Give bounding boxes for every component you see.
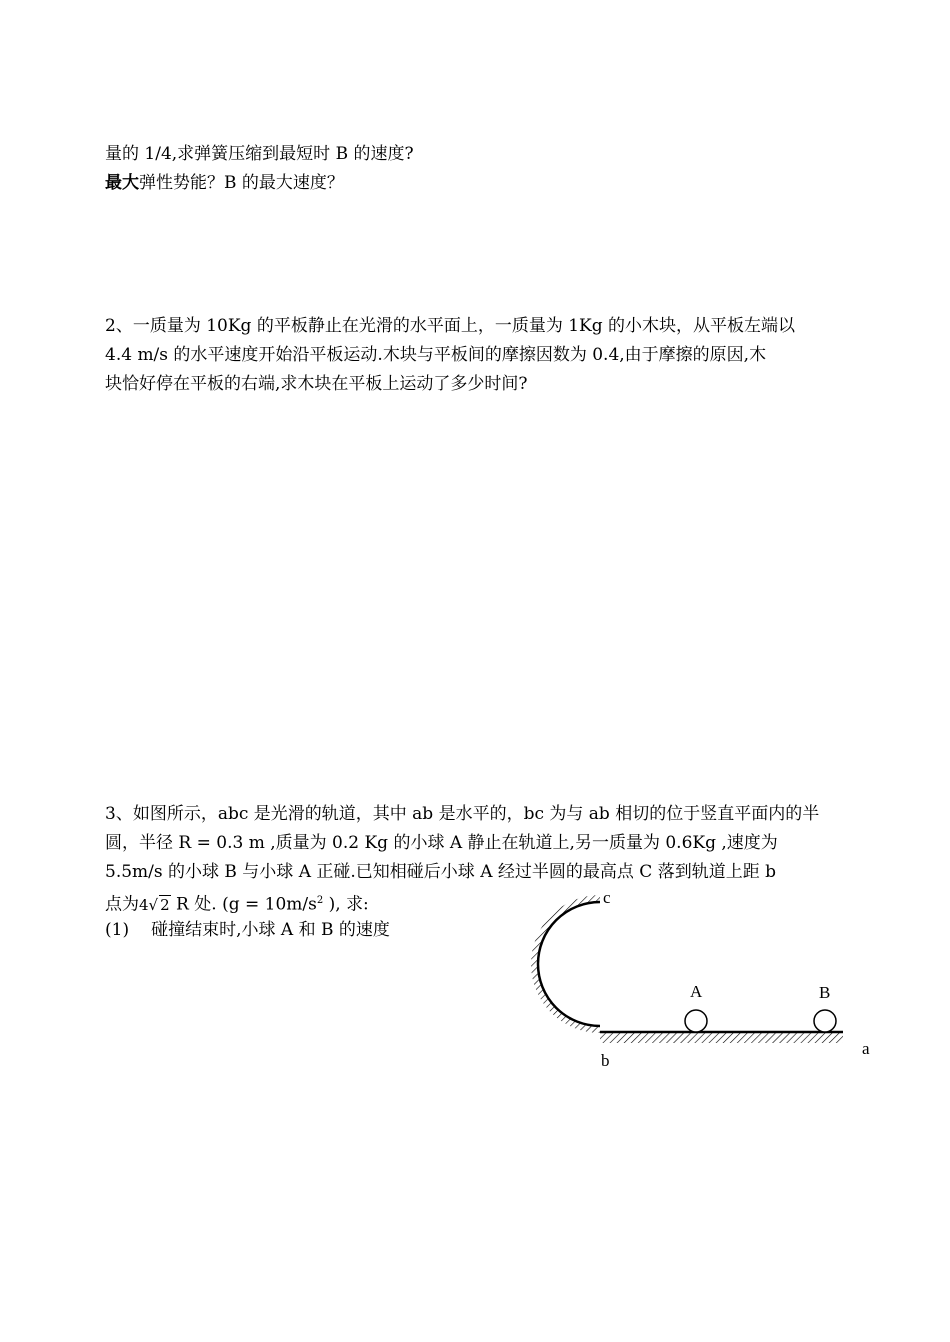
label-b: b: [601, 1051, 610, 1070]
ball-A: [685, 1010, 707, 1032]
problem1-bold-text: 最大: [105, 173, 139, 193]
problem3-line1: 3、如图所示，abc 是光滑的轨道，其中 ab 是水平的，bc 为与 ab 相切的位于竖直平面内的半: [105, 804, 820, 824]
problem1-line1: 量的 1/4,求弹簧压缩到最短时 B 的速度?: [105, 144, 414, 164]
problem3-line3: 5.5m/s 的小球 B 与小球 A 正碰.已知相碰后小球 A 经过半圆的最高点 C 落到轨道上距 b: [105, 862, 776, 882]
sqrt-expression: [139, 894, 171, 916]
problem2-line2: 4.4 m/s 的水平速度开始沿平板运动.木块与平板间的摩擦因数为 0.4,由于摩擦的原因,木: [105, 345, 767, 365]
problem3-line4-end: ), 求:: [323, 894, 369, 915]
problem3-line4-prefix: 点为: [105, 894, 139, 915]
label-c: c: [603, 888, 611, 907]
problem2-line1: 2、一质量为 10Kg 的平板静止在光滑的水平面上，一质量为 1Kg 的小木块，从平板左端以: [105, 316, 796, 336]
problem3-question1: [105, 919, 390, 941]
sqrt-radicand: 2: [160, 895, 170, 914]
label-ball-A: A: [690, 982, 703, 1001]
label-ball-B: B: [819, 983, 831, 1002]
question-text: 碰撞结束时,小球 A 和 B 的速度: [151, 920, 390, 940]
question-number: (1): [105, 920, 130, 940]
label-a: a: [862, 1039, 870, 1058]
track-hatching-curve: [531, 895, 600, 1033]
exponent: 2: [316, 895, 324, 906]
problem2-line3: 块恰好停在平板的右端,求木块在平板上运动了多少时间?: [105, 374, 528, 394]
problem1-line2: [105, 172, 344, 194]
track-diagram: [520, 885, 880, 1075]
ball-B: [814, 1010, 836, 1032]
track-hatching-horizontal: [600, 1032, 843, 1043]
problem3-line4-mid: R 处. (g = 10m/s: [170, 894, 317, 915]
problem3-line2: 圆，半径 R = 0.3 m ,质量为 0.2 Kg 的小球 A 静止在轨道上,另一质量为 0.6Kg ,速度为: [105, 833, 778, 853]
sqrt-sign: √: [148, 895, 159, 914]
sqrt-coefficient: 4: [139, 895, 149, 914]
problem1-line2-rest: 弹性势能？B 的最大速度？: [139, 173, 344, 193]
problem3-line4: [105, 890, 369, 916]
